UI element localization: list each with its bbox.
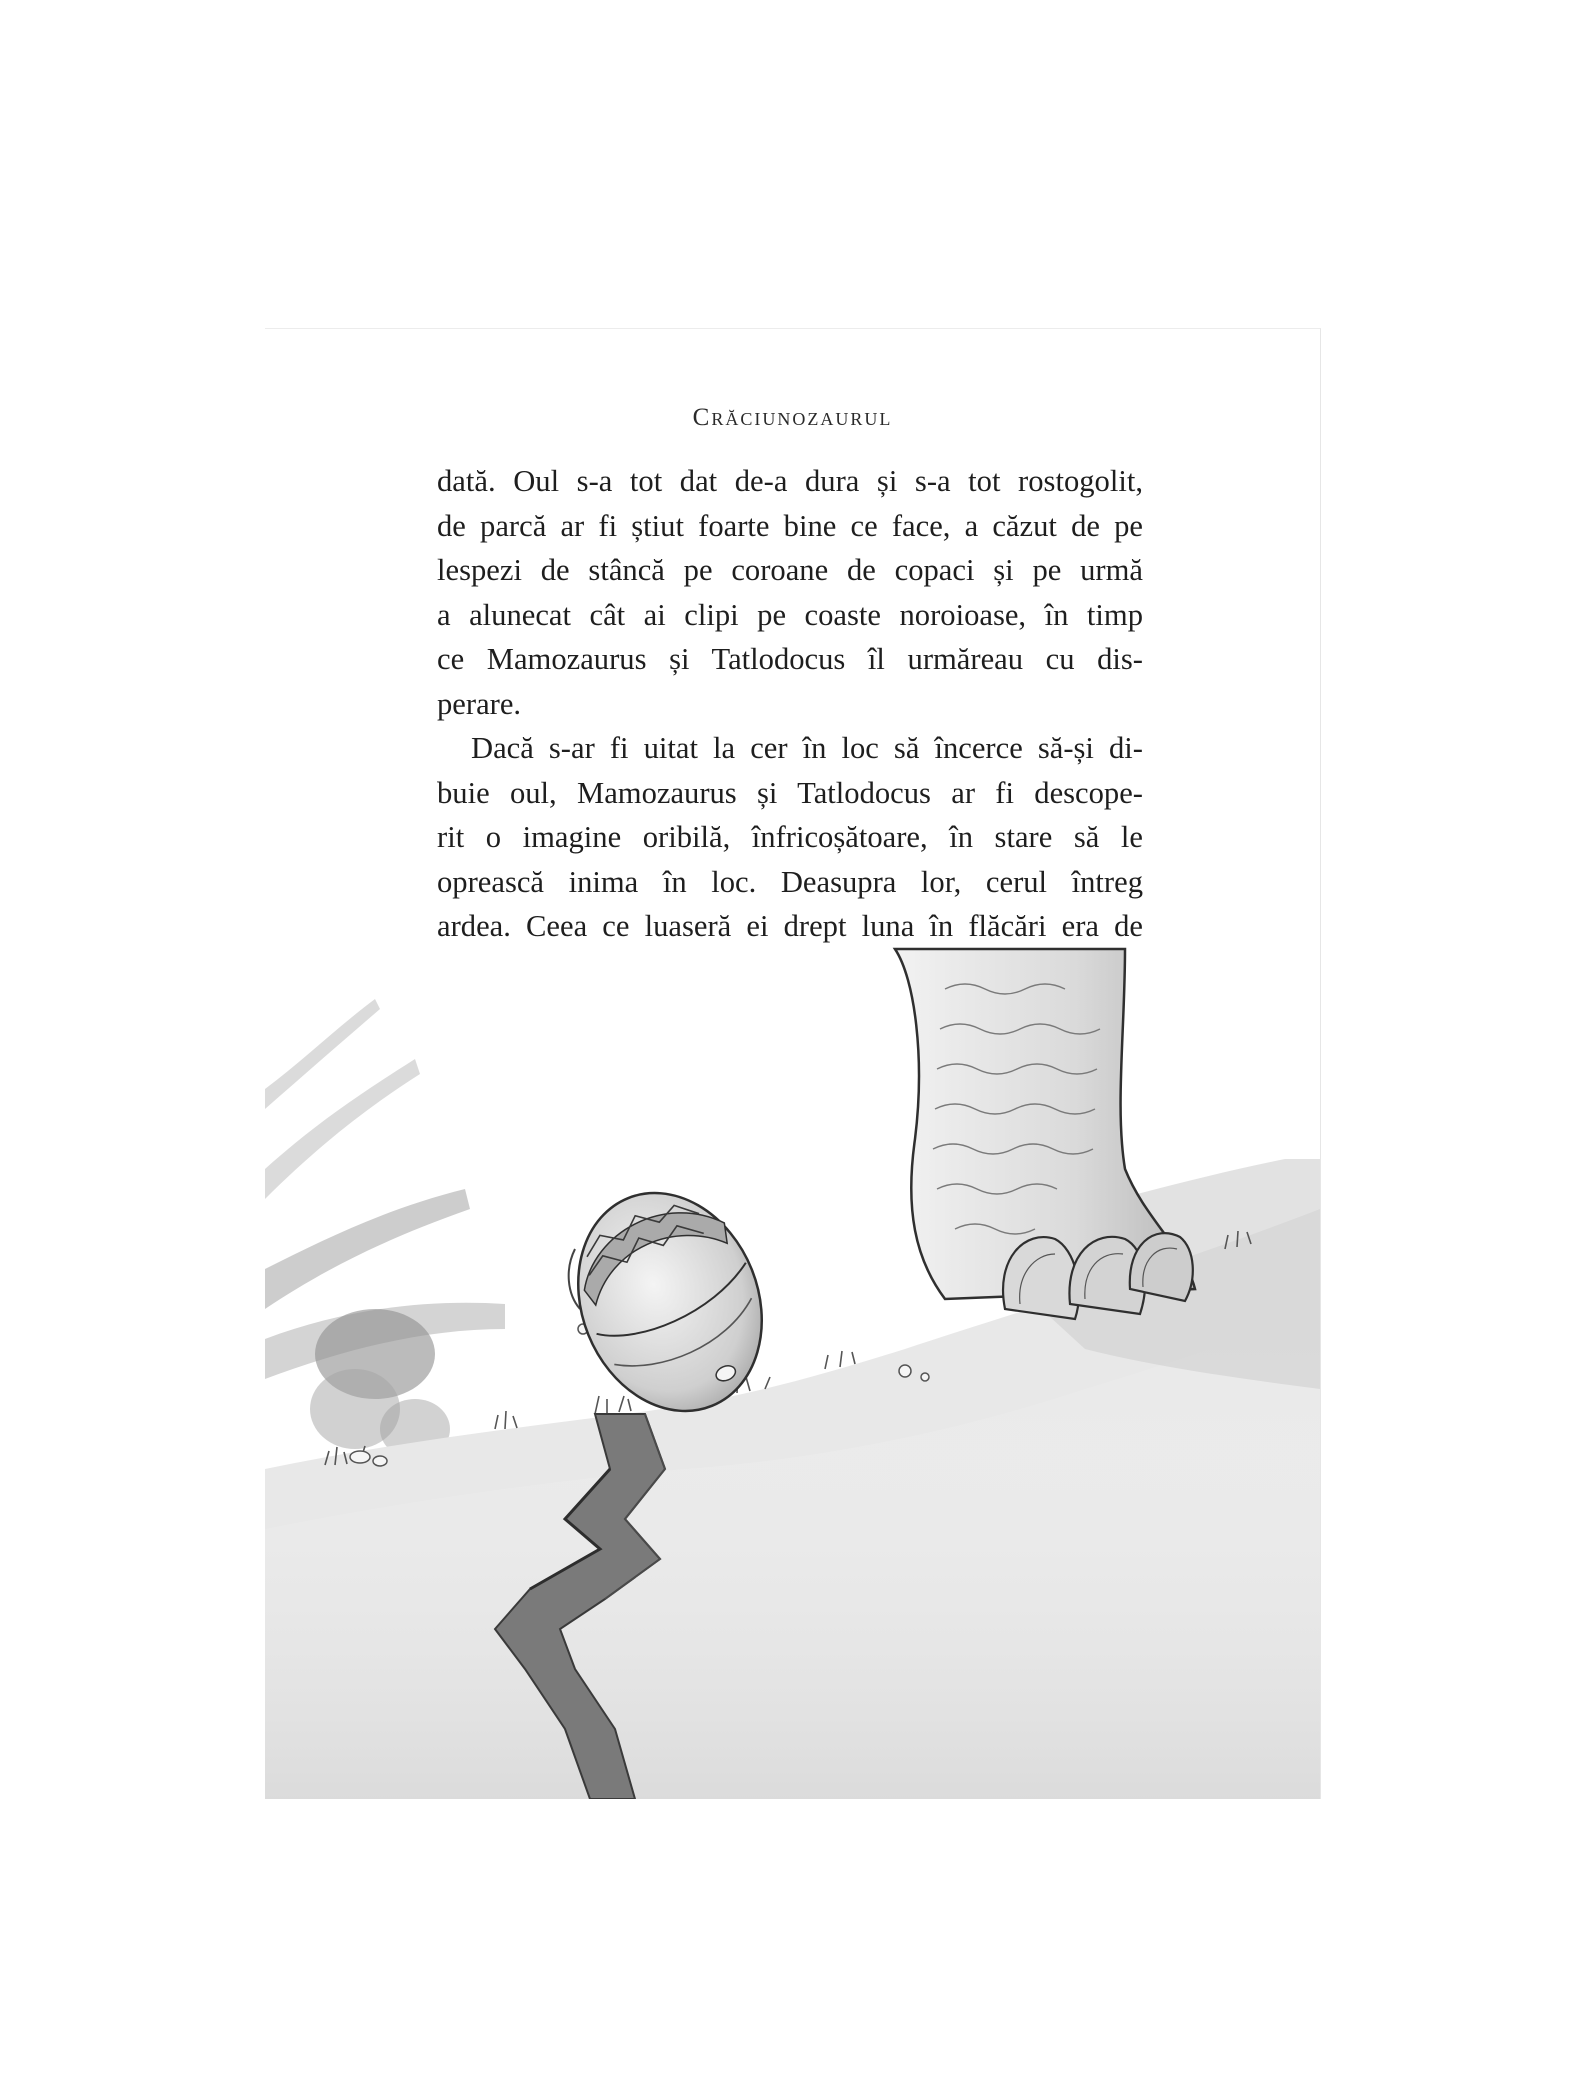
text-line: Dacă s-ar fi uitat la cer în loc să încerce să-și di- <box>471 731 1143 765</box>
paragraph-1 <box>437 459 1143 726</box>
text-line: lespezi de stâncă pe coroane de copaci și pe urmă <box>437 553 1143 587</box>
text-line: a alunecat cât ai clipi pe coaste noroioase, în timp <box>437 597 1143 632</box>
text-line: oprească inima în loc. Deasupra lor, cerul întreg <box>437 864 1143 899</box>
dinosaur-foot <box>895 949 1195 1319</box>
text-line: rit o imagine oribilă, înfricoșătoare, în stare să le <box>437 820 1143 854</box>
body-text <box>437 459 1143 949</box>
book-page <box>265 328 1321 1799</box>
egg-and-dinosaur-foot-illustration <box>265 909 1320 1799</box>
text-line: de parcă ar fi știut foarte bine ce face, a căzut de pe <box>437 508 1143 543</box>
text-line: buie oul, Mamozaurus și Tatlodocus ar fi descope- <box>437 775 1143 810</box>
text-line: ce Mamozaurus și Tatlodocus îl urmăreau cu dis- <box>437 642 1143 676</box>
running-head: Crăciunozaurul <box>692 404 893 431</box>
text-line: dată. Oul s-a tot dat de-a dura și s-a tot rostogolit, <box>437 464 1143 498</box>
text-line: ardea. Ceea ce luaseră ei drept luna în flăcări era de <box>437 909 1143 943</box>
text-line: perare. <box>437 686 522 721</box>
